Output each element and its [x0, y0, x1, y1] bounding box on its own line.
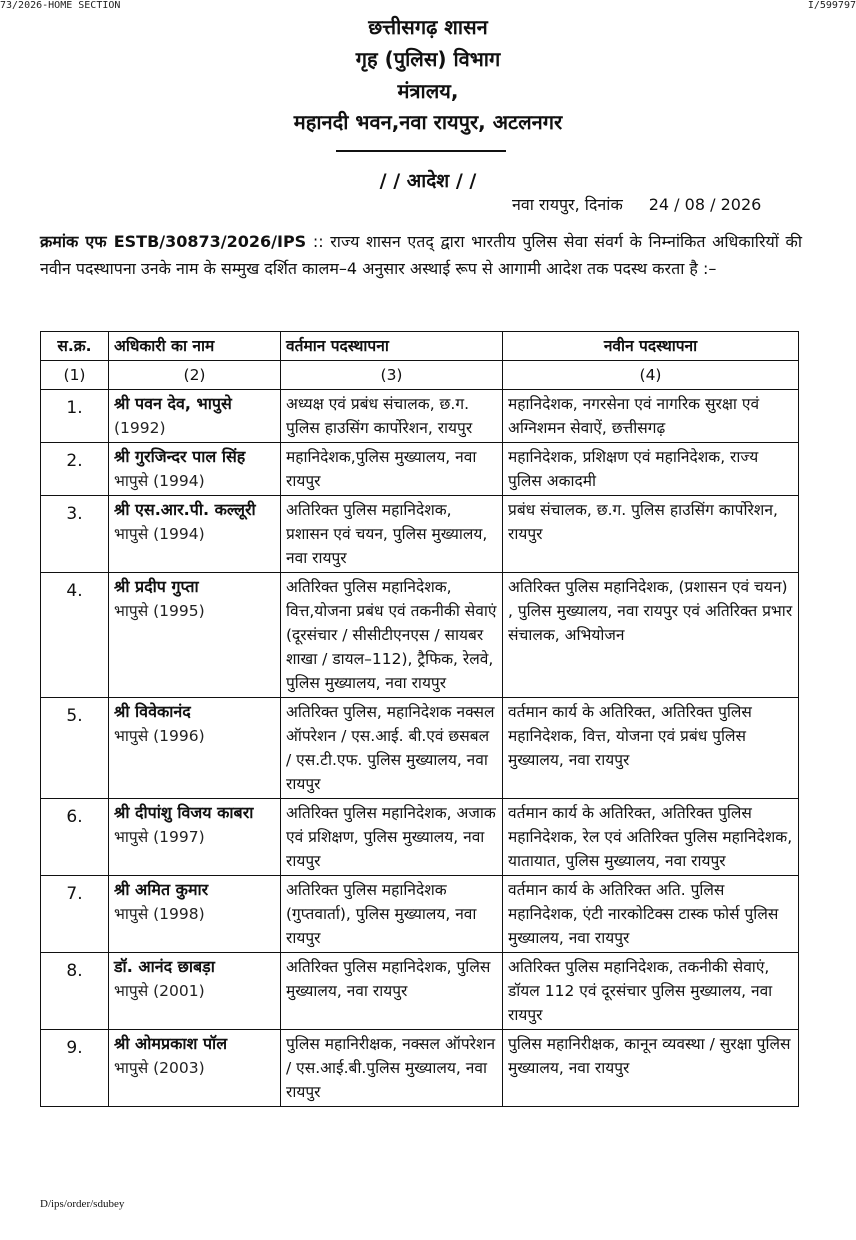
officer-cell — [109, 876, 281, 953]
officer-batch: (1992) — [114, 419, 166, 437]
row-sno: 3. — [41, 496, 109, 573]
officer-batch: भापुसे (1994) — [114, 525, 205, 543]
officer-cell — [109, 698, 281, 799]
table-row — [41, 443, 799, 496]
page-reference: I/599797 — [807, 0, 856, 11]
current-posting: अतिरिक्त पुलिस महानिदेशक, प्रशासन एवं चयन, पुलिस मुख्यालय, नवा रायपुर — [281, 496, 503, 573]
col-number: (4) — [503, 361, 799, 390]
date-value: 24 / 08 / 2026 — [648, 195, 762, 214]
current-posting: पुलिस महानिरीक्षक, नक्सल ऑपरेशन / एस.आई.बी.पुलिस मुख्यालय, नवा रायपुर — [281, 1030, 503, 1107]
date-label: नवा रायपुर, दिनांक — [512, 195, 623, 214]
order-paragraph — [40, 228, 802, 282]
current-posting: महानिदेशक,पुलिस मुख्यालय, नवा रायपुर — [281, 443, 503, 496]
officer-cell — [109, 390, 281, 443]
posting-table — [40, 331, 799, 1107]
table-row — [41, 876, 799, 953]
officer-cell — [109, 953, 281, 1030]
officer-name: श्री दीपांशु विजय काबरा — [114, 803, 254, 822]
table-row — [41, 799, 799, 876]
order-text: :: राज्य शासन एतद् द्वारा भारतीय पुलिस सेवा संवर्ग के निम्नांकित अधिकारियों की नवीन पदस्थापना उनके नाम के सम्मुख दर्शित कालम–4 अनुसार अस्थाई रूप से आगामी आदेश तक पदस्थ करता है :– — [40, 232, 802, 278]
col-header-sno: स.क्र. — [41, 332, 109, 361]
officer-name: श्री ओमप्रकाश पॉल — [114, 1034, 228, 1053]
order-title: / / आदेश / / — [379, 170, 477, 192]
new-posting: प्रबंध संचालक, छ.ग. पुलिस हाउसिंग कार्पोरेशन, रायपुर — [503, 496, 799, 573]
officer-cell — [109, 443, 281, 496]
row-sno: 6. — [41, 799, 109, 876]
officer-name: श्री पवन देव, भापुसे — [114, 394, 232, 413]
col-header-new: नवीन पदस्थापना — [503, 332, 799, 361]
table-row — [41, 573, 799, 698]
current-posting: अतिरिक्त पुलिस, महानिदेशक नक्सल ऑपरेशन / एस.आई. बी.एवं छसबल / एस.टी.एफ. पुलिस मुख्यालय, नवा रायपुर — [281, 698, 503, 799]
table-row — [41, 390, 799, 443]
officer-batch: भापुसे (1996) — [114, 727, 205, 745]
current-posting: अध्यक्ष एवं प्रबंध संचालक, छ.ग. पुलिस हाउसिंग कार्पोरेशन, रायपुर — [281, 390, 503, 443]
order-reference: क्रमांक एफ ESTB/30873/2026/IPS — [40, 232, 307, 251]
officer-name: श्री एस.आर.पी. कल्लूरी — [114, 500, 256, 519]
current-posting: अतिरिक्त पुलिस महानिदेशक, पुलिस मुख्यालय, नवा रायपुर — [281, 953, 503, 1030]
officer-name: श्री प्रदीप गुप्ता — [114, 577, 199, 596]
officer-batch: भापुसे (1995) — [114, 602, 205, 620]
officer-batch: भापुसे (1994) — [114, 472, 205, 490]
order-date — [512, 193, 761, 215]
row-sno: 8. — [41, 953, 109, 1030]
footer-reference: D/ips/order/sdubey — [40, 1198, 125, 1210]
col-number: (2) — [109, 361, 281, 390]
col-header-name: अधिकारी का नाम — [109, 332, 281, 361]
officer-name: श्री विवेकानंद — [114, 702, 191, 721]
header-ministry: मंत्रालय, — [397, 79, 459, 103]
officer-batch: भापुसे (2003) — [114, 1059, 205, 1077]
officer-cell — [109, 496, 281, 573]
header-divider — [336, 150, 506, 152]
file-reference: 73/2026-HOME SECTION — [0, 0, 121, 11]
table-row — [41, 953, 799, 1030]
new-posting: वर्तमान कार्य के अतिरिक्त, अतिरिक्त पुलिस महानिदेशक, रेल एवं अतिरिक्त पुलिस महानिदेशक, यातायात, पुलिस मुख्यालय, नवा रायपुर — [503, 799, 799, 876]
officer-name: श्री अमित कुमार — [114, 880, 209, 899]
officer-name: डॉ. आनंद छाबड़ा — [114, 957, 215, 976]
row-sno: 1. — [41, 390, 109, 443]
header-department: गृह (पुलिस) विभाग — [355, 47, 501, 71]
new-posting: महानिदेशक, नगरसेना एवं नागरिक सुरक्षा एवं अग्निशमन सेवाऐं, छत्तीसगढ़ — [503, 390, 799, 443]
current-posting: अतिरिक्त पुलिस महानिदेशक, अजाक एवं प्रशिक्षण, पुलिस मुख्यालय, नवा रायपुर — [281, 799, 503, 876]
col-number: (3) — [281, 361, 503, 390]
current-posting: अतिरिक्त पुलिस महानिदेशक (गुप्तवार्ता), पुलिस मुख्यालय, नवा रायपुर — [281, 876, 503, 953]
col-number: (1) — [41, 361, 109, 390]
officer-cell — [109, 799, 281, 876]
new-posting: अतिरिक्त पुलिस महानिदेशक, (प्रशासन एवं चयन) , पुलिस मुख्यालय, नवा रायपुर एवं अतिरिक्त प्रभार संचालक, अभियोजन — [503, 573, 799, 698]
header-address: महानदी भवन,नवा रायपुर, अटलनगर — [293, 110, 563, 134]
header-government: छत्तीसगढ़ शासन — [368, 15, 488, 39]
officer-batch: भापुसे (2001) — [114, 982, 205, 1000]
table-row — [41, 496, 799, 573]
new-posting: वर्तमान कार्य के अतिरिक्त अति. पुलिस महानिदेशक, एंटी नारकोटिक्स टास्क फोर्स पुलिस मुख्यालय, नवा रायपुर — [503, 876, 799, 953]
row-sno: 2. — [41, 443, 109, 496]
current-posting: अतिरिक्त पुलिस महानिदेशक, वित्त,योजना प्रबंध एवं तकनीकी सेवाएं (दूरसंचार / सीसीटीएनएस / सायबर शाखा / डायल–112), ट्रैफिक, रेलवे, पुलिस मुख्यालय, नवा रायपुर — [281, 573, 503, 698]
table-row — [41, 1030, 799, 1107]
officer-cell — [109, 573, 281, 698]
new-posting: वर्तमान कार्य के अतिरिक्त, अतिरिक्त पुलिस महानिदेशक, वित्त, योजना एवं प्रबंध पुलिस मुख्यालय, नवा रायपुर — [503, 698, 799, 799]
row-sno: 5. — [41, 698, 109, 799]
officer-batch: भापुसे (1997) — [114, 828, 205, 846]
row-sno: 7. — [41, 876, 109, 953]
officer-name: श्री गुरजिन्दर पाल सिंह — [114, 447, 246, 466]
table-row — [41, 698, 799, 799]
col-header-current: वर्तमान पदस्थापना — [281, 332, 503, 361]
row-sno: 9. — [41, 1030, 109, 1107]
new-posting: पुलिस महानिरीक्षक, कानून व्यवस्था / सुरक्षा पुलिस मुख्यालय, नवा रायपुर — [503, 1030, 799, 1107]
new-posting: अतिरिक्त पुलिस महानिदेशक, तकनीकी सेवाएं, डॉयल 112 एवं दूरसंचार पुलिस मुख्यालय, नवा रायपुर — [503, 953, 799, 1030]
new-posting: महानिदेशक, प्रशिक्षण एवं महानिदेशक, राज्य पुलिस अकादमी — [503, 443, 799, 496]
officer-batch: भापुसे (1998) — [114, 905, 205, 923]
row-sno: 4. — [41, 573, 109, 698]
officer-cell — [109, 1030, 281, 1107]
